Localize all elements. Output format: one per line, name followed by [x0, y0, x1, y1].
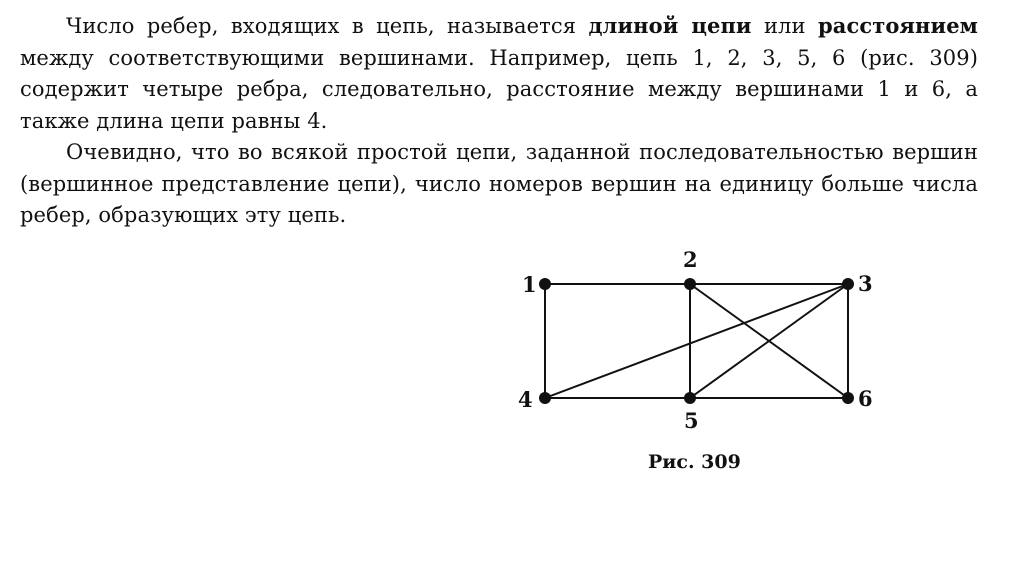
paragraph-1-text-c: между соответствующими вершинами. Например, цепь 1, 2, 3, 5, 6 (рис. 309) содержит четыре ребра, следовательно, расстояние между вершинами 1 и 6, а также длина цепи равны 4.	[20, 45, 978, 133]
vertex-label-1: 1	[522, 272, 537, 297]
edge-4-3	[545, 284, 848, 398]
vertex-label-2: 2	[683, 247, 698, 272]
paragraph-1-text-a: Число ребер, входящих в цепь, называется	[66, 14, 589, 38]
term-chain-length: длиной цепи	[588, 13, 752, 38]
vertex-2	[684, 278, 696, 290]
paragraph-2: Очевидно, что во всякой простой цепи, заданной последовательностью вершин (вершинное представление цепи), число номеров вершин на единицу больше числа ребер, образующих эту цепь.	[20, 140, 978, 227]
vertex-5	[684, 392, 696, 404]
vertex-label-3: 3	[858, 271, 873, 296]
vertex-label-5: 5	[684, 408, 699, 433]
graph-figure	[500, 245, 900, 485]
vertex-6	[842, 392, 854, 404]
graph-diagram	[500, 245, 900, 485]
text-block	[20, 10, 978, 232]
term-distance: расстоянием	[817, 13, 978, 38]
vertex-label-4: 4	[518, 387, 533, 412]
figure-caption: Рис. 309	[648, 451, 741, 473]
vertex-label-6: 6	[858, 386, 873, 411]
paragraph-1	[20, 10, 978, 137]
vertex-4	[539, 392, 551, 404]
vertex-3	[842, 278, 854, 290]
vertex-1	[539, 278, 551, 290]
paragraph-1-text-b: или	[751, 14, 818, 38]
graph-edges	[545, 284, 848, 398]
